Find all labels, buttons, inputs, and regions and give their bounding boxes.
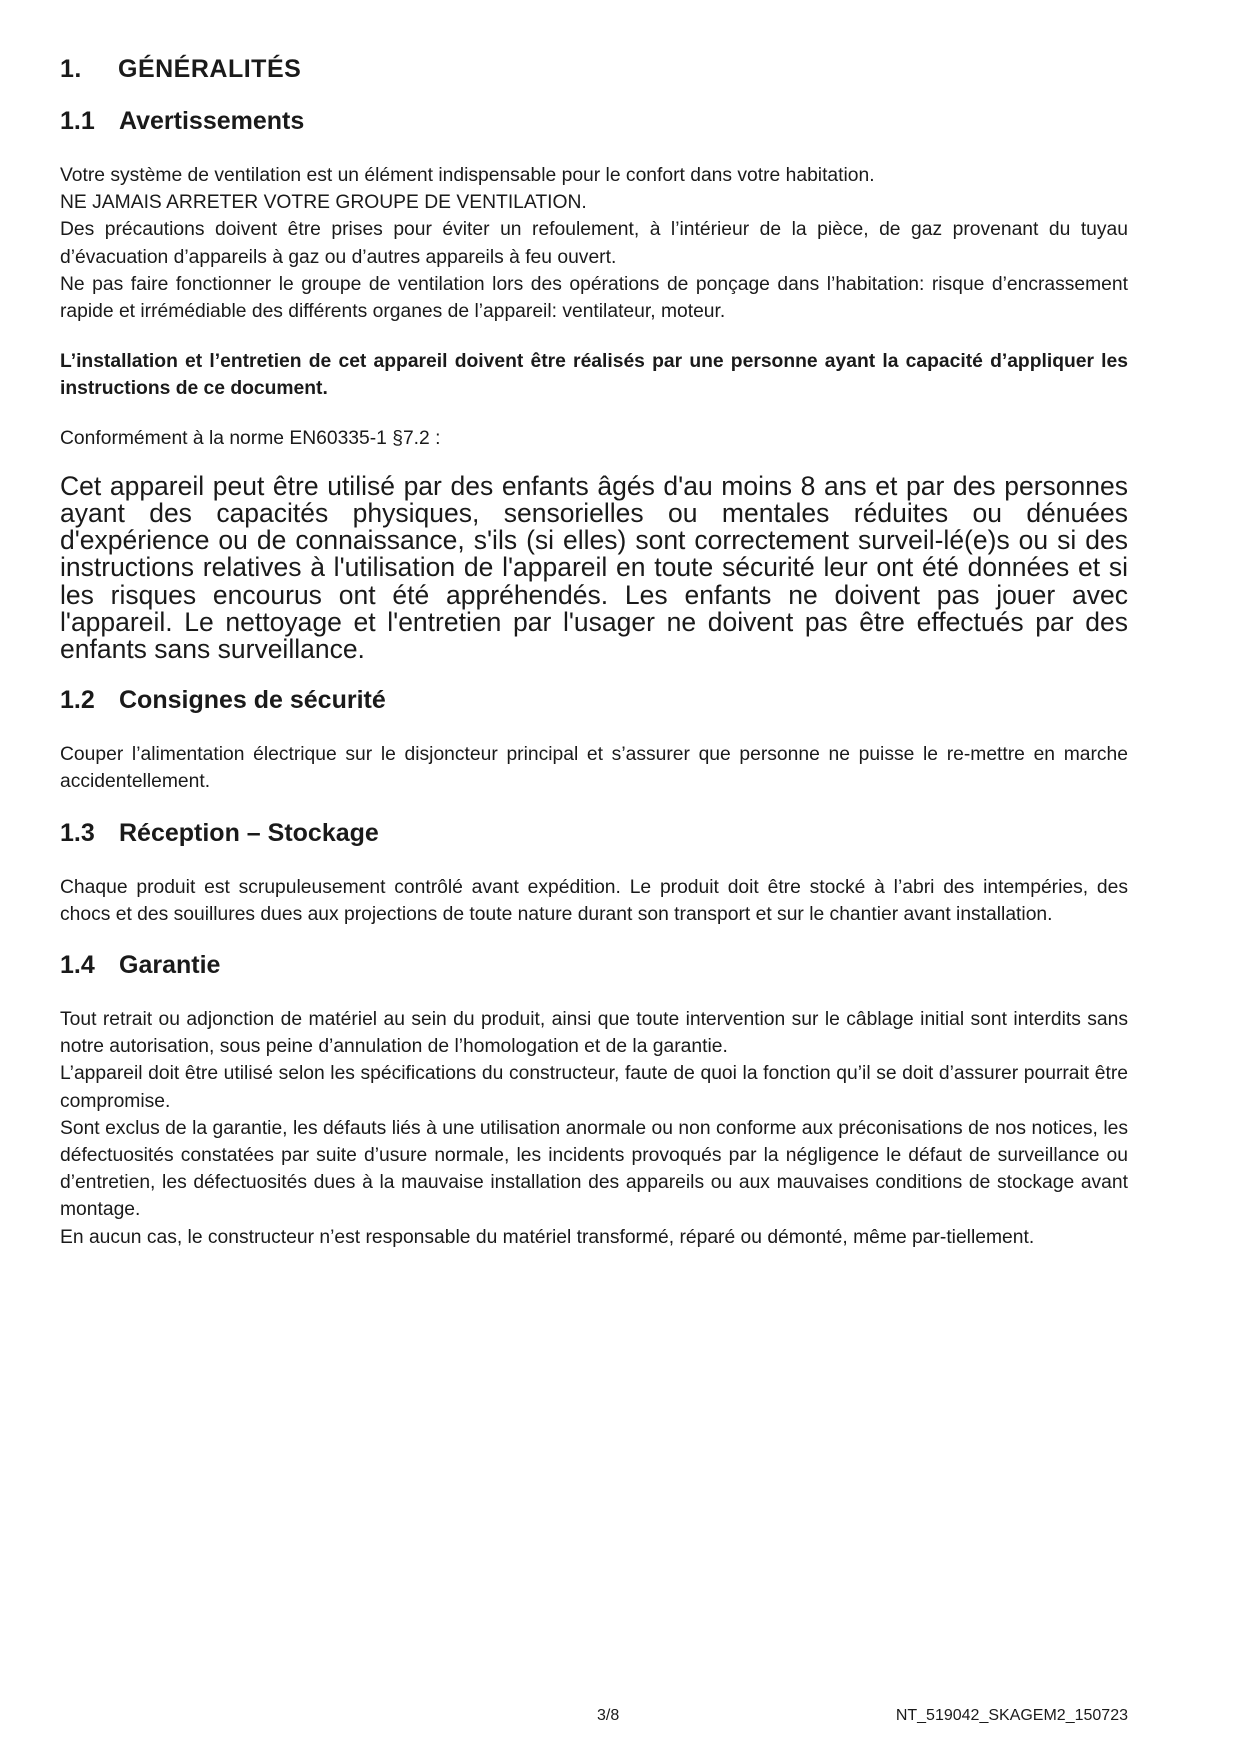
warning-paragraph: NE JAMAIS ARRETER VOTRE GROUPE DE VENTILATION. bbox=[60, 192, 587, 214]
page-number: 3/8 bbox=[597, 1707, 620, 1724]
section-1-3-title: Réception – Stockage bbox=[119, 818, 379, 847]
section-1-1-number: 1.1 bbox=[60, 107, 95, 135]
document-reference: NT_519042_SKAGEM2_150723 bbox=[895, 1707, 1128, 1724]
section-1-1-heading bbox=[60, 106, 1128, 136]
section-1-1-body bbox=[60, 162, 1128, 325]
warning-paragraph: Votre système de ventilation est un élément indispensable pour le confort dans votre habitation. bbox=[60, 165, 875, 186]
section-1-2-heading bbox=[60, 685, 1128, 715]
section-1-4-number: 1.4 bbox=[60, 951, 95, 980]
warranty-paragraph: Sont exclus de la garantie, les défauts liés à une utilisation anormale ou non conforme aux préconisations de nos notices, les défectuosités constatées par suite d’usure normale, les incidents provoqués par la négligence le défaut de surveillance ou d’entretien, les défectuosités dues à la mauvaise installation des appareils ou aux mauvaises conditions de stockage avant montage. bbox=[60, 1117, 1128, 1221]
document-page bbox=[60, 54, 1128, 1251]
section-1-number: 1. bbox=[60, 55, 82, 83]
section-1-3-heading bbox=[60, 818, 1128, 848]
section-1-title: GÉNÉRALITÉS bbox=[118, 55, 302, 83]
warranty-paragraph: En aucun cas, le constructeur n’est responsable du matériel transformé, réparé ou démonté, même par-tiellement. bbox=[60, 1226, 1035, 1248]
norm-reference: Conformément à la norme EN60335-1 §7.2 : bbox=[60, 427, 441, 449]
children-safety-notice: Cet appareil peut être utilisé par des enfants âgés d'au moins 8 ans et par des personnes ayant des capacités physiques, sensorielles ou mentales réduites ou dénuées d'expérience ou de connaissance, s'ils (si elles) sont correctement surveil-lé(e)s ou si des instructions relatives à l'utilisation de l'appareil en toute sécurité leur ont été données et si les risques encourus ont été appréhendés. Les enfants ne doivent pas jouer avec l'appareil. Le nettoyage et l'entretien par l'usager ne doivent pas être effectués par des enfants sans surveillance. bbox=[60, 470, 1128, 665]
section-1-2-title: Consignes de sécurité bbox=[119, 686, 386, 715]
section-1-3-number: 1.3 bbox=[60, 818, 95, 847]
section-1-4-body bbox=[60, 1006, 1128, 1251]
section-1-heading bbox=[60, 54, 1128, 84]
warranty-paragraph: L’appareil doit être utilisé selon les spécifications du constructeur, faute de quoi la fonction qu’il se doit d’assurer pourrait être compromise. bbox=[60, 1063, 1128, 1112]
section-1-4-heading bbox=[60, 950, 1128, 980]
section-1-4-title: Garantie bbox=[119, 951, 221, 980]
section-1-1-title: Avertissements bbox=[119, 107, 305, 135]
reception-paragraph: Chaque produit est scrupuleusement contrôlé avant expédition. Le produit doit être stocké à l’abri des intempéries, des chocs et des souillures dues aux projections de toute nature durant son transport et sur le chantier avant installation. bbox=[60, 876, 1128, 925]
warning-paragraph: Des précautions doivent être prises pour éviter un refoulement, à l’intérieur de la pièce, de gaz provenant du tuyau d’évacuation d’appareils à gaz ou d’autres appareils à feu ouvert. bbox=[60, 219, 1128, 268]
warranty-paragraph: Tout retrait ou adjonction de matériel au sein du produit, ainsi que toute intervention sur le câblage initial sont interdits sans notre autorisation, sous peine d’annulation de l’homologation et de la garantie. bbox=[60, 1009, 1128, 1058]
safety-paragraph: Couper l’alimentation électrique sur le disjoncteur principal et s’assurer que personne ne puisse le re-mettre en marche accidentellement. bbox=[60, 744, 1128, 793]
section-1-2-number: 1.2 bbox=[60, 686, 95, 715]
warning-paragraph: Ne pas faire fonctionner le groupe de ventilation lors des opérations de ponçage dans l’habitation: risque d’encrassement rapide et irrémédiable des différents organes de l’appareil: ventilateur, moteur. bbox=[60, 273, 1128, 323]
installation-notice: L’installation et l’entretien de cet appareil doivent être réalisés par une personne ayant la capacité d’appliquer les instructions de ce document. bbox=[60, 351, 1128, 400]
